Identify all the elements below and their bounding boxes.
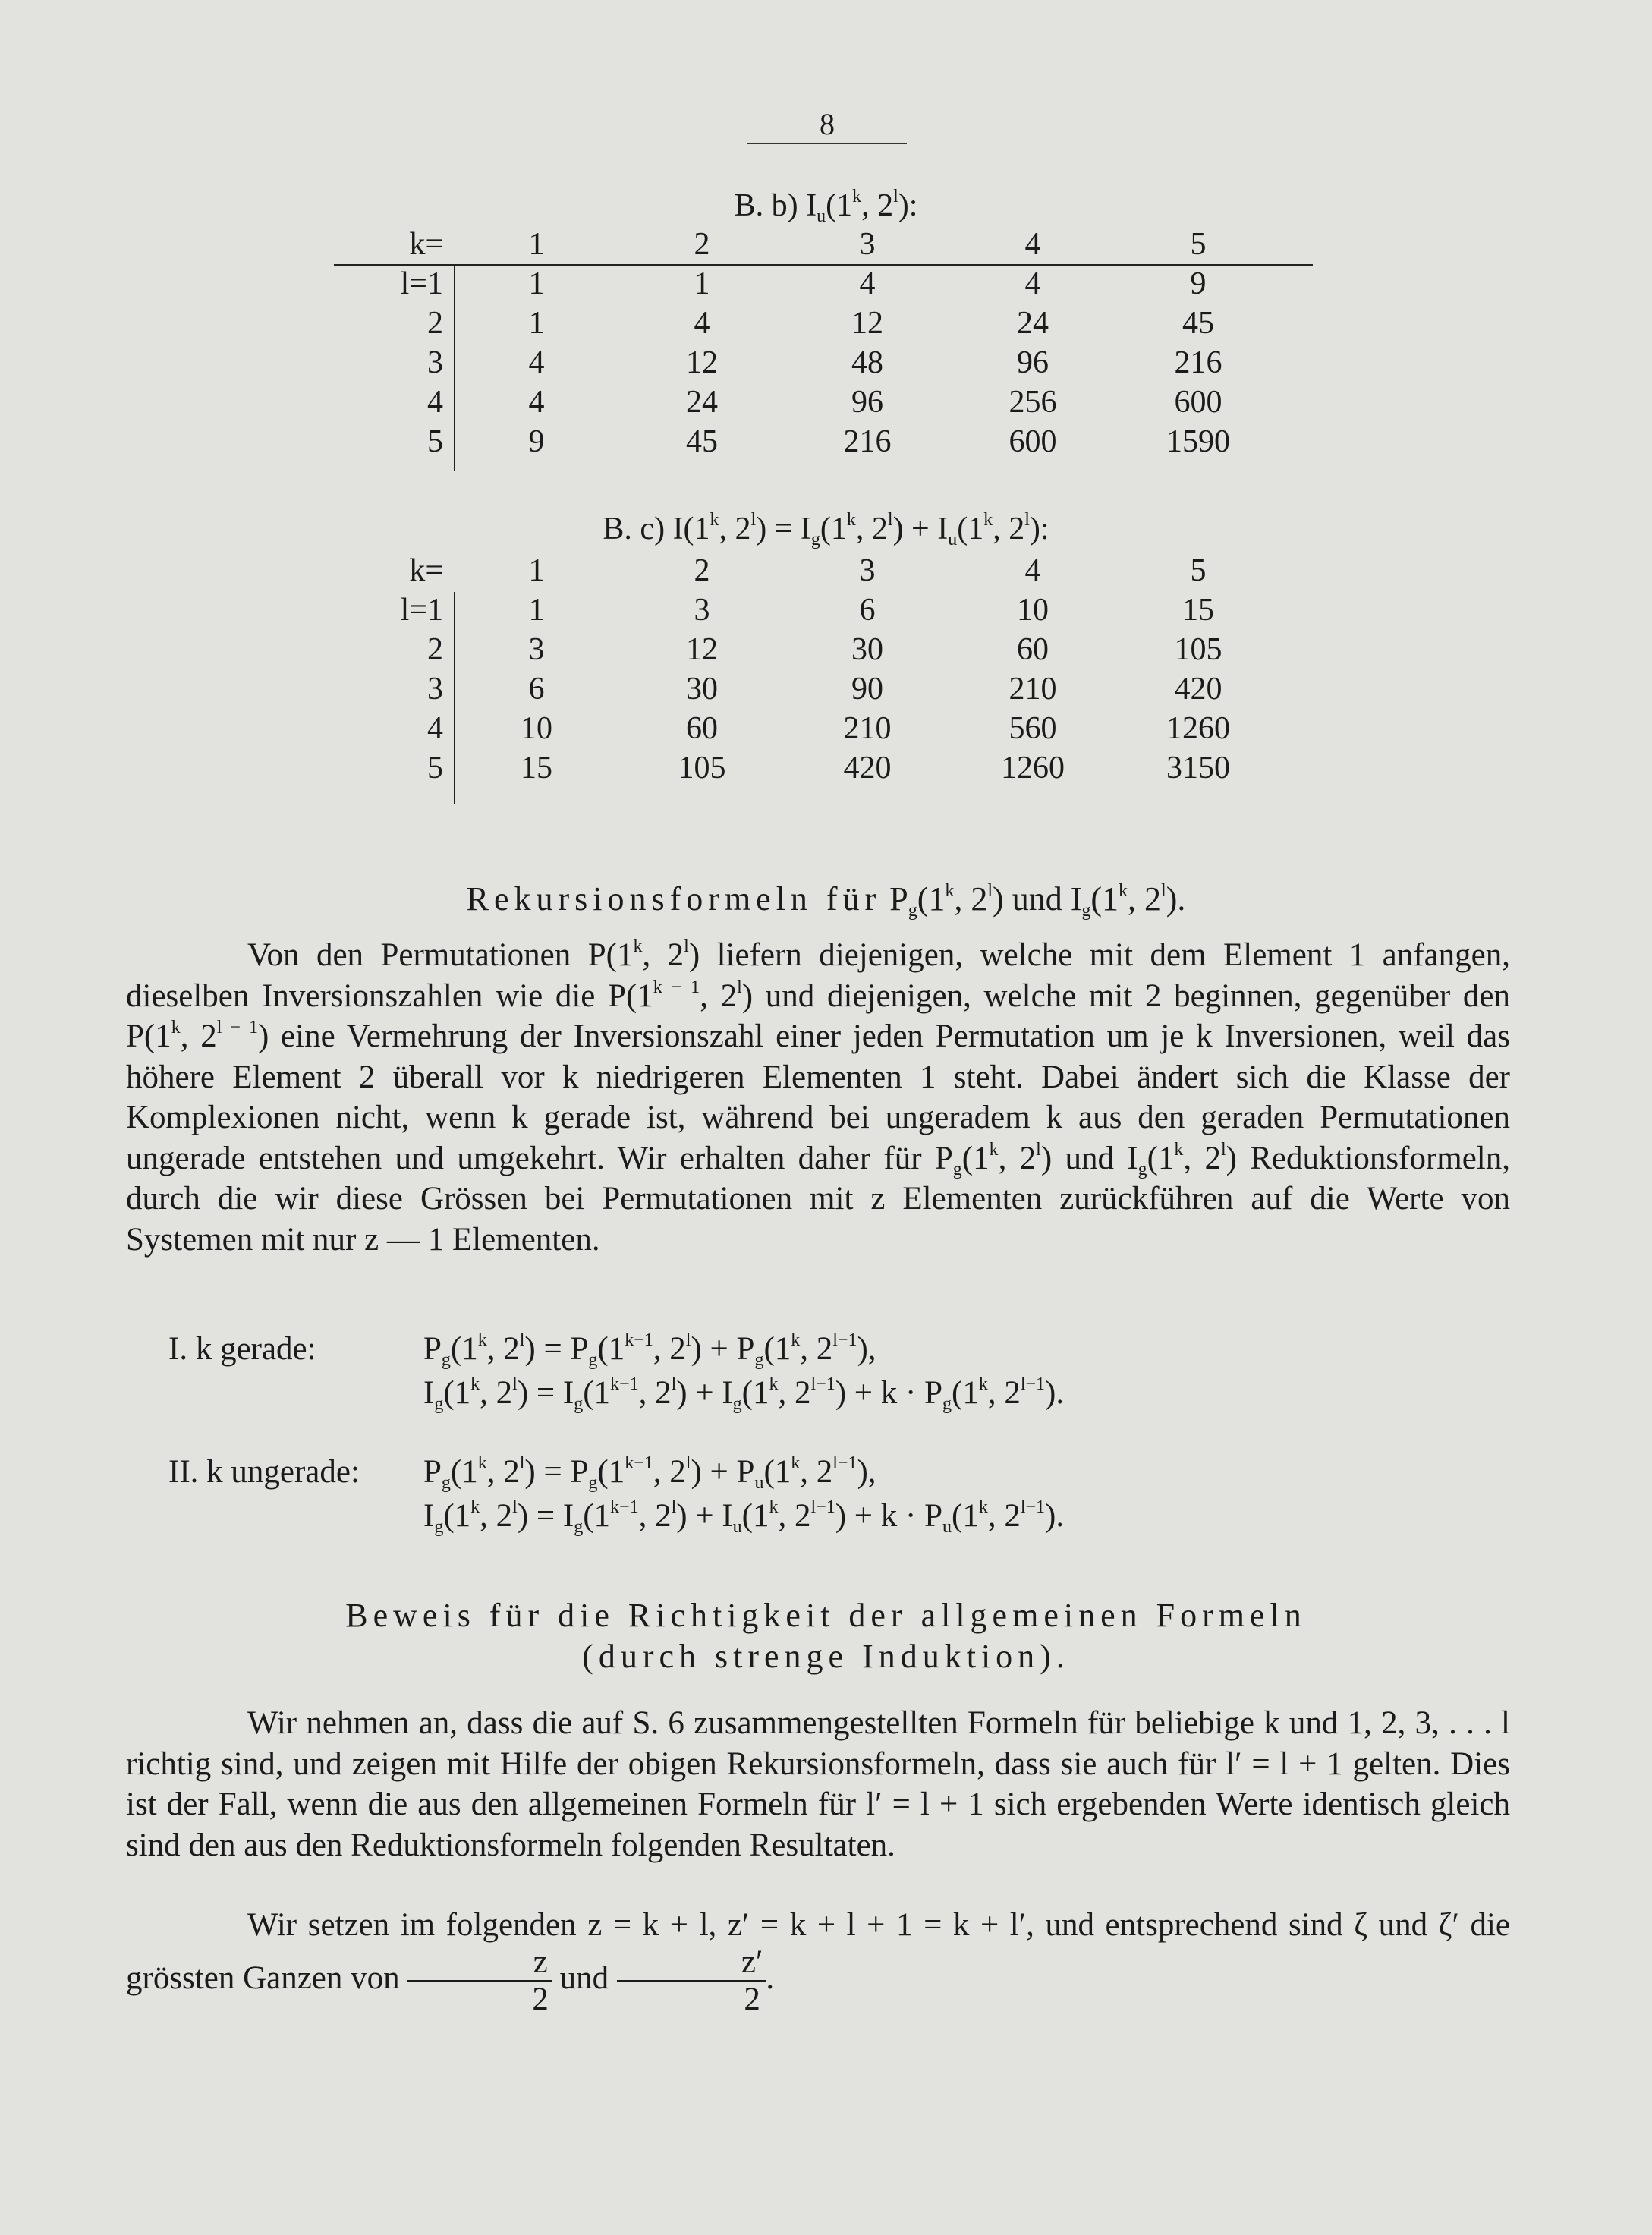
table-header-row [334, 225, 1281, 264]
table-cell: 30 [851, 632, 883, 667]
formula-odd-p: $P_g(1^k$, $2^l) = P_g(1^{k-1}$, $2^l) + P_u(1^k$, $2^{l-1}$), [423, 1453, 876, 1493]
table-cell: 4 [528, 385, 545, 420]
table-cell: 9 [528, 424, 545, 459]
table-c-title: B. c) I(1$^k$, $2^l) = I_g(1^k$, $2^l) + I_u(1^k$, 2$^l$): [603, 510, 1049, 549]
table-row [334, 304, 1281, 343]
row-label: 5 [427, 424, 443, 459]
table-cell: 60 [1017, 632, 1049, 667]
column-header: 2 [694, 227, 710, 262]
row-label: 3 [427, 345, 443, 380]
table-cell: 105 [678, 751, 726, 785]
formula-even-i: $I_g(1^k$, $2^l) = I_g(1^{k-1}$, $2^l) + I_g(1^k$, $2^{l-1}) + k \cdot P_g(1^k$, $2^{l-1}$). [423, 1374, 1065, 1414]
column-header: 4 [1024, 553, 1041, 588]
paragraph-permutations: Von den Permutationen P(1$^k$, 2$^l$) liefern diejenigen, welche mit dem Element 1 anfangen, dieselben Inversionszahlen wie die $P(1^{k - 1}$, 2$^l$) und diejenigen, welche mit 2 beginnen, gegenüber den P(1$^k$, $2^{l - 1}$) eine Vermehrung der Inversionszahl einer jeden Permutation um je k Inversionen, weil das höhere Element 2 überall vor k niedrigeren Elementen 1 steht. Dabei ändert sich die Klasse der Komplexionen nicht, wenn k gerade ist, während bei ungeradem k aus den geraden Permutationen ungerade entstehen und umgekehrt. Wir erhalten daher für $P_g(1^k$, 2$^l$) und $I_g(1^k$, 2$^l$) Reduktionsformeln, durch die wir diese Grössen bei Permutationen mit z Elementen zurückführen auf die Werte von Systemen mit nur z — 1 Elementen. [126, 936, 1511, 1258]
table-cell: 1 [528, 266, 545, 301]
table-cell: 600 [1174, 385, 1222, 420]
table-cell: 96 [1017, 345, 1049, 380]
table-cell: 600 [1009, 424, 1057, 459]
section-subheading-induction: (durch strenge Induktion). [582, 1638, 1070, 1675]
column-header: 3 [859, 553, 876, 588]
table-cell: 15 [521, 751, 552, 785]
table-cell: 1 [528, 593, 545, 628]
table-header-row [334, 551, 1281, 590]
column-header: 5 [1190, 553, 1207, 588]
table-cell: 96 [851, 385, 883, 420]
table-cell: 216 [843, 424, 892, 459]
table-cell: 9 [1190, 266, 1207, 301]
table-cell: 30 [686, 672, 718, 707]
row-label: 4 [427, 385, 443, 420]
table-cell: 90 [851, 672, 883, 707]
table-cell: 45 [686, 424, 718, 459]
table-cell: 210 [843, 711, 892, 746]
section-heading-proof: Beweis für die Richtigkeit der allgemeinen Formeln [345, 1597, 1307, 1634]
table-cell: 4 [1024, 266, 1041, 301]
table-cell: 4 [694, 306, 710, 341]
case-even-label: I. k gerade: [168, 1331, 316, 1367]
column-header: 5 [1190, 227, 1207, 262]
table-cell: 3 [528, 632, 545, 667]
row-label: 5 [427, 751, 443, 785]
table-cell: 48 [851, 345, 883, 380]
fraction-zprime-half: $\frac{z'}{2}$ [617, 1946, 766, 2016]
table-cell: 6 [859, 593, 876, 628]
table-c [334, 551, 1281, 788]
table-cell: 45 [1182, 306, 1214, 341]
page-number: 8 [820, 107, 835, 141]
case-odd-label: II. k ungerade: [168, 1454, 360, 1490]
table-cell: 420 [1174, 672, 1222, 707]
paragraph-definitions: Wir setzen im folgenden z = k + l, z′ = k + l + 1 = k + l′, und entsprechend sind ζ und ζ′ die grössten Ganzen von $\frac{z}{2}$ und $\frac{z'}{2}$ . [126, 1907, 1510, 2017]
table-cell: 4 [859, 266, 876, 301]
table-cell: 12 [851, 306, 883, 341]
table-cell: 10 [1017, 593, 1049, 628]
k-label: k= [409, 553, 443, 588]
table-cell: 15 [1182, 593, 1214, 628]
table-cell: 560 [1009, 711, 1057, 746]
table-cell: 3150 [1166, 751, 1230, 785]
table-row [334, 343, 1281, 382]
row-label: 3 [427, 672, 443, 707]
table-cell: 1260 [1001, 751, 1065, 785]
row-label: 2 [427, 632, 443, 667]
table-cell: 1 [694, 266, 710, 301]
row-label: l=1 [400, 266, 443, 301]
table-cell: 12 [686, 345, 718, 380]
table-cell: 1260 [1166, 711, 1230, 746]
table-b-body [334, 225, 1281, 461]
table-row [334, 709, 1281, 748]
table-row [334, 748, 1281, 788]
column-header: 4 [1024, 227, 1041, 262]
table-row [334, 669, 1281, 709]
table-cell: 420 [843, 751, 892, 785]
table-cell: 10 [521, 711, 552, 746]
row-label: l=1 [400, 593, 443, 628]
table-cell: 1 [528, 306, 545, 341]
column-header: 2 [694, 553, 710, 588]
table-cell: 256 [1009, 385, 1057, 420]
formula-even-p: $P_g(1^k$, $2^l) = P_g(1^{k-1}$, $2^l) + P_g(1^k$, $2^{l-1}$), [423, 1330, 876, 1370]
table-row [334, 382, 1281, 422]
table-cell: 12 [686, 632, 718, 667]
table-cell: 216 [1174, 345, 1222, 380]
table-b-row-rule [454, 266, 455, 471]
header-rule [747, 143, 907, 144]
section-heading-recursion: Rekursionsformeln für $P_g(1^k$, 2$^l$) und $I_g(1^k$, 2$^l$). [466, 880, 1186, 921]
table-cell: 60 [686, 711, 718, 746]
table-cell: 24 [1017, 306, 1049, 341]
table-row [334, 590, 1281, 630]
table-c-body [334, 551, 1281, 788]
table-c-row-rule [454, 592, 455, 804]
table-row [334, 264, 1281, 304]
column-header: 3 [859, 227, 876, 262]
row-label: 4 [427, 711, 443, 746]
column-header: 1 [528, 227, 545, 262]
k-label: k= [409, 227, 443, 262]
table-row [334, 630, 1281, 669]
formula-odd-i: $I_g(1^k$, $2^l) = I_g(1^{k-1}$, $2^l) + I_u(1^k$, $2^{l-1}) + k \cdot P_u(1^k$, $2^{l-1}$). [423, 1497, 1065, 1537]
table-b-header-rule [334, 264, 1313, 266]
table-cell: 210 [1009, 672, 1057, 707]
table-cell: 105 [1174, 632, 1222, 667]
table-cell: 3 [694, 593, 710, 628]
table-cell: 1590 [1166, 424, 1230, 459]
table-row [334, 422, 1281, 461]
paragraph-induction: Wir nehmen an, dass die auf S. 6 zusammengestellten Formeln für beliebige k und 1, 2, 3, . . . l richtig sind, und zeigen mit Hilfe der obigen Rekursionsformeln, dass sie auch für l′ = l + 1 gelten. Dies ist der Fall, wenn die aus den allgemeinen Formeln für l′ = l + 1 sich ergebenden Werte identisch gleich sind den aus den Reduktionsformeln folgenden Resultaten. [126, 1705, 1510, 1863]
table-b-title: B. b) $I_u(1^k$, 2$^l$): [734, 187, 918, 226]
table-cell: 4 [528, 345, 545, 380]
row-label: 2 [427, 306, 443, 341]
table-cell: 24 [686, 385, 718, 420]
table-cell: 6 [528, 672, 545, 707]
table-b [334, 225, 1281, 461]
fraction-z-half: $\frac{z}{2}$ [407, 1946, 552, 2016]
column-header: 1 [528, 553, 545, 588]
